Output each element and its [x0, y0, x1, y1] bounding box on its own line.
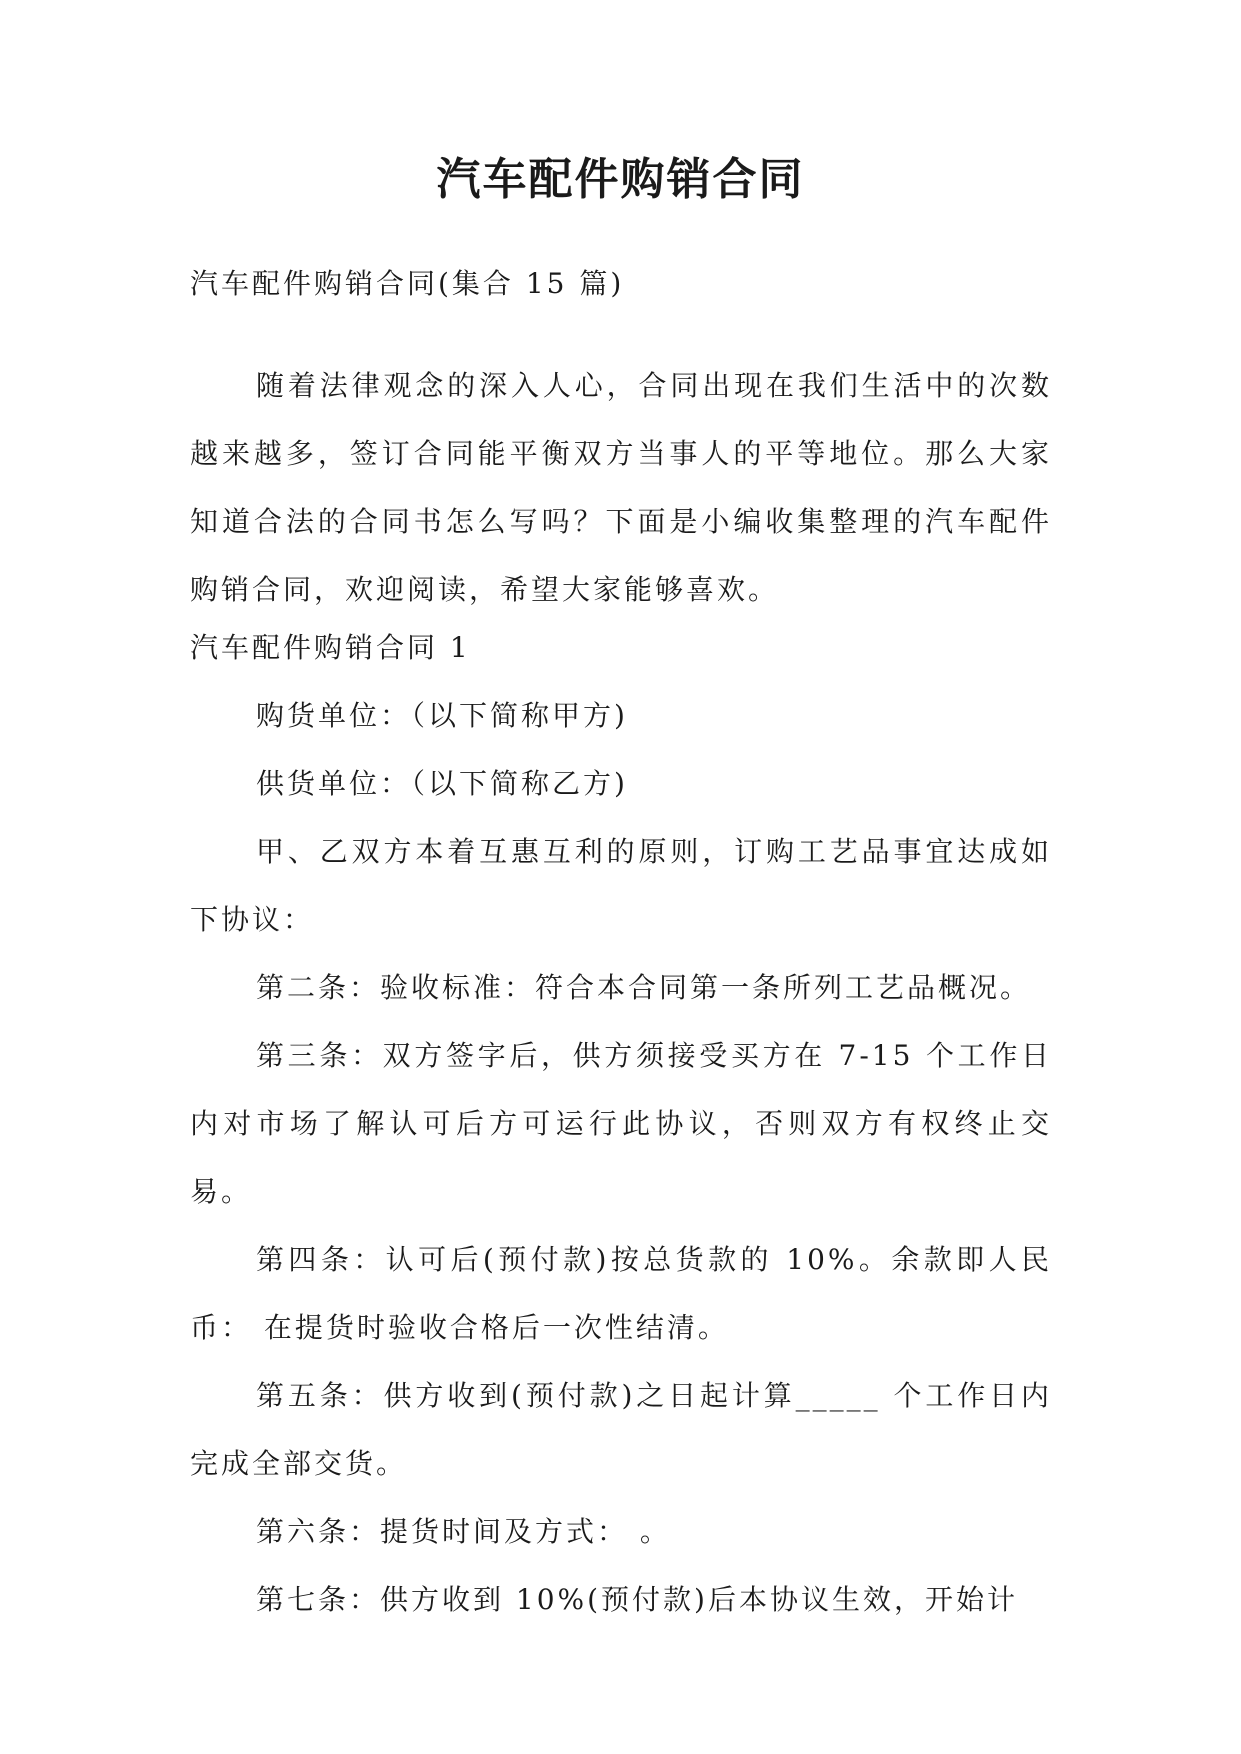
clause-article-5: 第五条：供方收到(预付款)之日起计算_____ 个工作日内完成全部交货。	[190, 1379, 1052, 1480]
clause-article-4: 第四条：认可后(预付款)按总货款的 10%。余款即人民币： 在提货时验收合格后一次性结清。	[190, 1243, 1052, 1344]
clause-article-2: 第二条：验收标准：符合本合同第一条所列工艺品概况。	[256, 971, 1032, 1004]
clause-buyer: 购货单位：（以下简称甲方)	[256, 699, 628, 732]
clause-article-3: 第三条：双方签字后，供方须接受买方在 7-15 个工作日内对市场了解认可后方可运行此协议，否则双方有权终止交易。	[190, 1039, 1052, 1208]
document-subtitle-block	[190, 250, 1052, 318]
intro-paragraph: 随着法律观念的深入人心，合同出现在我们生活中的次数越来越多，签订合同能平衡双方当事人的平等地位。那么大家知道合法的合同书怎么写吗？下面是小编收集整理的汽车配件购销合同，欢迎阅读，希望大家能够喜欢。	[190, 369, 1052, 606]
clause-agreement: 甲、乙双方本着互惠互利的原则，订购工艺品事宜达成如下协议：	[190, 835, 1052, 936]
document-subtitle: 汽车配件购销合同(集合 15 篇)	[190, 267, 625, 300]
section-heading: 汽车配件购销合同 1	[190, 631, 471, 664]
contract-section	[190, 614, 1052, 1634]
clause-supplier: 供货单位：（以下简称乙方)	[256, 767, 628, 800]
intro-block	[190, 352, 1052, 624]
document-title: 汽车配件购销合同	[436, 154, 805, 205]
clause-article-6: 第六条：提货时间及方式： 。	[256, 1515, 671, 1548]
clause-article-7: 第七条：供方收到 10%(预付款)后本协议生效，开始计	[256, 1583, 1018, 1616]
